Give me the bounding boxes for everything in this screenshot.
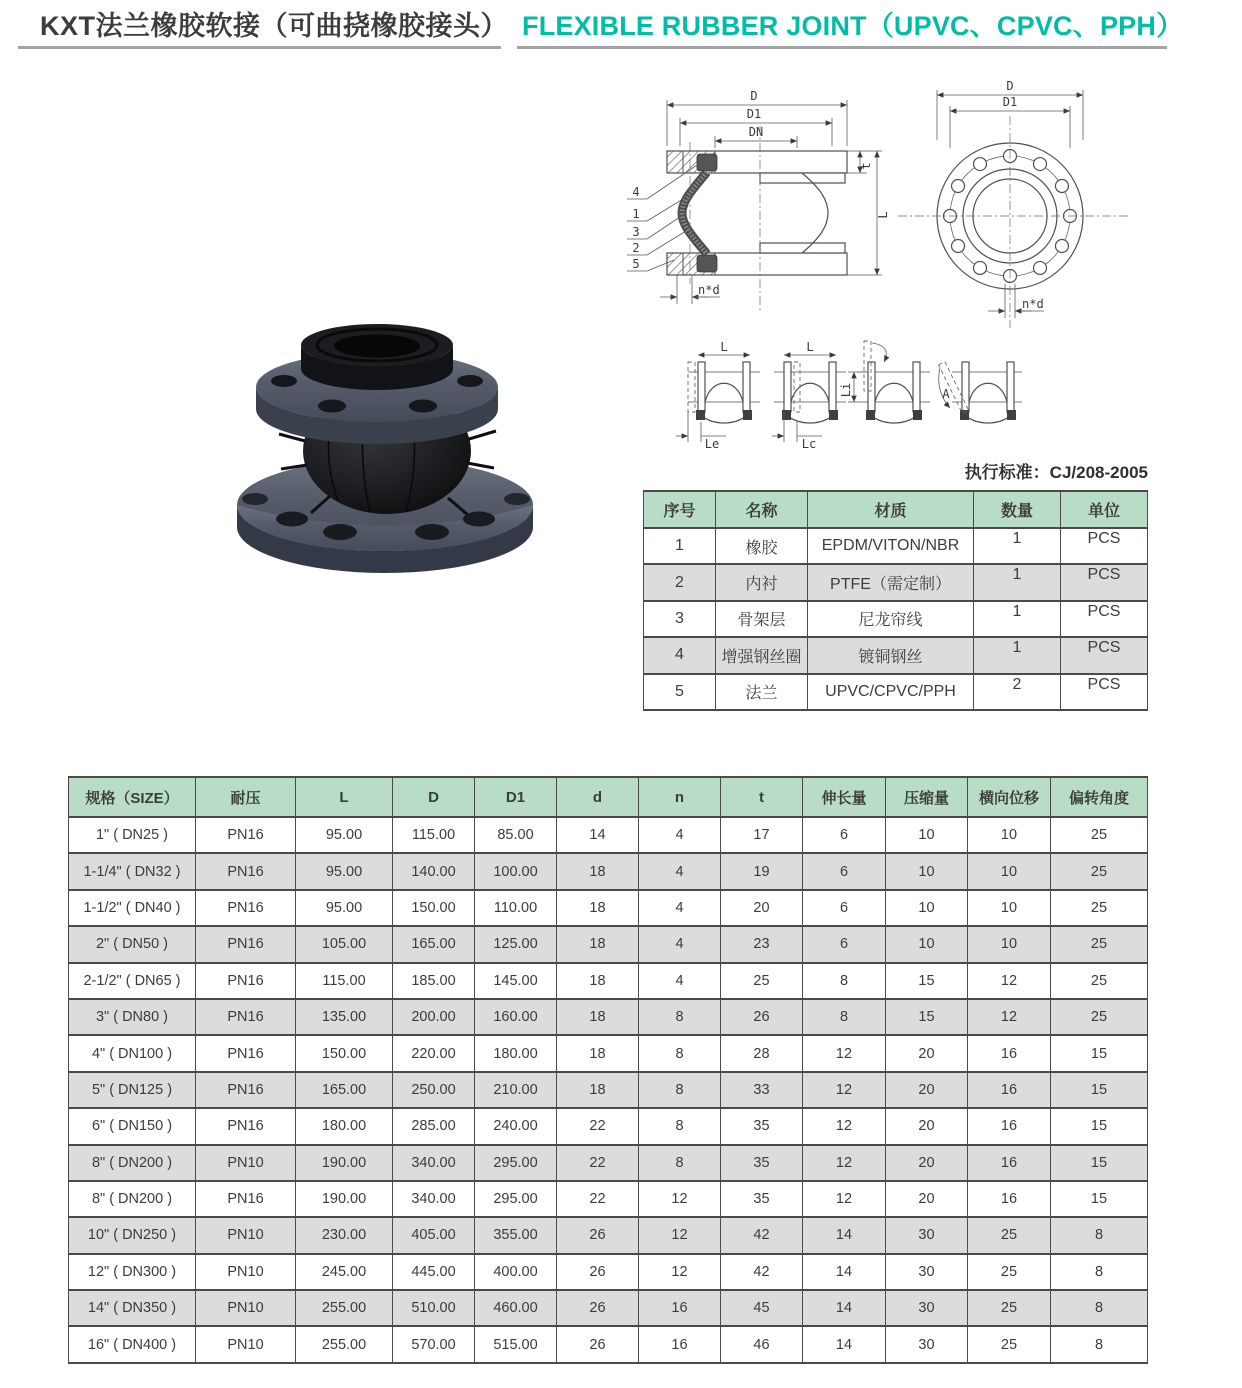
table-row xyxy=(69,853,1148,889)
table-cell: 150.00 xyxy=(393,890,475,926)
column-header: 压缩量 xyxy=(886,777,968,817)
table-cell: 12 xyxy=(803,1072,886,1108)
table-cell: 28 xyxy=(721,1035,803,1071)
table-cell: 内衬 xyxy=(716,564,808,600)
table-row xyxy=(69,1254,1148,1290)
size-table xyxy=(68,776,1148,1364)
table-cell: 2 xyxy=(974,674,1061,710)
table-cell: 165.00 xyxy=(296,1072,393,1108)
table-cell: 8 xyxy=(1051,1326,1148,1362)
table-cell: 340.00 xyxy=(393,1145,475,1181)
table-cell: 30 xyxy=(886,1290,968,1326)
dim-label-L2: L xyxy=(806,340,814,354)
table-row xyxy=(69,1181,1148,1217)
table-cell: PN10 xyxy=(196,1254,296,1290)
column-header: 材质 xyxy=(808,491,974,528)
table-cell: PTFE（需定制） xyxy=(808,564,974,600)
table-cell: 4 xyxy=(639,817,721,853)
table-cell: 3 xyxy=(644,601,716,637)
table-cell: 22 xyxy=(557,1145,639,1181)
table-cell: 8 xyxy=(1051,1254,1148,1290)
table-cell: 190.00 xyxy=(296,1145,393,1181)
table-cell: 460.00 xyxy=(475,1290,557,1326)
table-cell: 16 xyxy=(968,1108,1051,1144)
table-row xyxy=(69,1072,1148,1108)
table-cell: 22 xyxy=(557,1108,639,1144)
table-cell: 骨架层 xyxy=(716,601,808,637)
column-header: t xyxy=(721,777,803,817)
table-cell: 3" ( DN80 ) xyxy=(69,999,196,1035)
table-cell: 12 xyxy=(803,1108,886,1144)
table-cell: 8 xyxy=(803,999,886,1035)
table-cell: 255.00 xyxy=(296,1326,393,1362)
table-cell: 1 xyxy=(974,528,1061,564)
table-cell: 295.00 xyxy=(475,1181,557,1217)
table-cell: PCS xyxy=(1061,637,1148,673)
table-cell: 12 xyxy=(968,999,1051,1035)
table-cell: 355.00 xyxy=(475,1217,557,1253)
table-cell: 8 xyxy=(639,1035,721,1071)
table-cell: PN10 xyxy=(196,1326,296,1362)
table-cell: 33 xyxy=(721,1072,803,1108)
table-cell: 12 xyxy=(639,1181,721,1217)
table-row xyxy=(644,601,1148,637)
table-cell: 10 xyxy=(968,890,1051,926)
table-cell: 8 xyxy=(639,999,721,1035)
column-header: 数量 xyxy=(974,491,1061,528)
table-cell: 4 xyxy=(639,853,721,889)
table-cell: 145.00 xyxy=(475,963,557,999)
title-english: FLEXIBLE RUBBER JOINT（UPVC、CPVC、PPH） xyxy=(522,11,1184,41)
table-cell: 46 xyxy=(721,1326,803,1362)
table-row xyxy=(69,1326,1148,1362)
table-cell: 2-1/2" ( DN65 ) xyxy=(69,963,196,999)
table-cell: PN16 xyxy=(196,999,296,1035)
table-cell: 6 xyxy=(803,890,886,926)
column-header: D xyxy=(393,777,475,817)
table-cell: 510.00 xyxy=(393,1290,475,1326)
table-row xyxy=(69,999,1148,1035)
dim-label-nd-section: n*d xyxy=(698,283,720,297)
table-cell: 25 xyxy=(1051,963,1148,999)
table-row xyxy=(69,817,1148,853)
callout-2: 2 xyxy=(632,241,640,255)
table-cell: 25 xyxy=(1051,853,1148,889)
column-header: D1 xyxy=(475,777,557,817)
parts-table xyxy=(643,490,1148,711)
standard-note: 执行标准：CJ/208-2005 xyxy=(964,463,1148,482)
table-cell: 400.00 xyxy=(475,1254,557,1290)
table-cell: 115.00 xyxy=(393,817,475,853)
table-cell: 240.00 xyxy=(475,1108,557,1144)
installation-diagrams xyxy=(672,328,1022,460)
table-cell: 445.00 xyxy=(393,1254,475,1290)
table-cell: 尼龙帘线 xyxy=(808,601,974,637)
table-cell: 26 xyxy=(557,1290,639,1326)
diagram-elongation xyxy=(676,340,760,451)
table-cell: PN16 xyxy=(196,1181,296,1217)
dim-label-nd-front: n*d xyxy=(1022,297,1044,311)
table-row xyxy=(644,564,1148,600)
table-cell: 135.00 xyxy=(296,999,393,1035)
table-cell: 185.00 xyxy=(393,963,475,999)
table-cell: 42 xyxy=(721,1217,803,1253)
table-cell: 25 xyxy=(1051,890,1148,926)
column-header: 偏转角度 xyxy=(1051,777,1148,817)
table-cell: 10 xyxy=(886,853,968,889)
table-cell: 16 xyxy=(968,1181,1051,1217)
table-cell: 15 xyxy=(1051,1072,1148,1108)
table-cell: 16 xyxy=(639,1326,721,1362)
table-cell: 14 xyxy=(557,817,639,853)
dim-label-DN: DN xyxy=(748,125,764,139)
table-cell: 23 xyxy=(721,926,803,962)
table-cell: 25 xyxy=(1051,817,1148,853)
diagram-lateral xyxy=(839,341,930,423)
title-chinese: KXT法兰橡胶软接（可曲挠橡胶接头） xyxy=(40,11,508,41)
dim-label-D-front: D xyxy=(1006,79,1014,93)
table-cell: 1 xyxy=(974,564,1061,600)
table-cell: 6 xyxy=(803,817,886,853)
table-cell: 25 xyxy=(1051,926,1148,962)
table-cell: 5 xyxy=(644,674,716,710)
table-cell: 85.00 xyxy=(475,817,557,853)
table-cell: 18 xyxy=(557,890,639,926)
table-cell: 20 xyxy=(886,1145,968,1181)
table-cell: 14 xyxy=(803,1254,886,1290)
table-cell: 12 xyxy=(639,1254,721,1290)
table-cell: 30 xyxy=(886,1326,968,1362)
table-cell: 26 xyxy=(557,1326,639,1362)
table-cell: PN16 xyxy=(196,1072,296,1108)
table-row xyxy=(69,1108,1148,1144)
table-cell: 16 xyxy=(968,1035,1051,1071)
column-header: d xyxy=(557,777,639,817)
table-cell: PN16 xyxy=(196,926,296,962)
table-cell: 20 xyxy=(886,1108,968,1144)
table-cell: 10" ( DN250 ) xyxy=(69,1217,196,1253)
table-cell: 12" ( DN300 ) xyxy=(69,1254,196,1290)
table-cell: 18 xyxy=(557,999,639,1035)
dim-label-A: A xyxy=(942,387,950,401)
cross-section-view xyxy=(627,89,890,313)
table-cell: 14" ( DN350 ) xyxy=(69,1290,196,1326)
table-row xyxy=(69,1217,1148,1253)
table-cell: 1 xyxy=(974,601,1061,637)
table-cell: 15 xyxy=(886,963,968,999)
table-cell: 230.00 xyxy=(296,1217,393,1253)
table-cell: PCS xyxy=(1061,601,1148,637)
table-cell: 570.00 xyxy=(393,1326,475,1362)
table-cell: 橡胶 xyxy=(716,528,808,564)
table-cell: 140.00 xyxy=(393,853,475,889)
table-cell: 12 xyxy=(968,963,1051,999)
table-cell: 18 xyxy=(557,1072,639,1108)
diagram-angular xyxy=(939,362,1022,423)
table-cell: 15 xyxy=(1051,1035,1148,1071)
callout-1: 1 xyxy=(632,207,640,221)
table-cell: 14 xyxy=(803,1217,886,1253)
table-cell: PCS xyxy=(1061,674,1148,710)
engineering-drawing xyxy=(620,68,1242,332)
table-cell: 8" ( DN200 ) xyxy=(69,1181,196,1217)
table-cell: 295.00 xyxy=(475,1145,557,1181)
table-row xyxy=(644,637,1148,673)
parts-table-header-row xyxy=(644,491,1148,528)
table-cell: 8 xyxy=(1051,1217,1148,1253)
dim-label-Lc: Lc xyxy=(801,437,817,451)
table-cell: 15 xyxy=(1051,1181,1148,1217)
table-cell: 16 xyxy=(639,1290,721,1326)
table-row xyxy=(69,890,1148,926)
table-cell: 12 xyxy=(639,1217,721,1253)
table-cell: 20 xyxy=(886,1035,968,1071)
column-header: L xyxy=(296,777,393,817)
table-row xyxy=(69,926,1148,962)
table-cell: 25 xyxy=(968,1326,1051,1362)
dim-label-Le: Le xyxy=(704,437,720,451)
table-cell: 5" ( DN125 ) xyxy=(69,1072,196,1108)
column-header: n xyxy=(639,777,721,817)
column-header: 名称 xyxy=(716,491,808,528)
table-cell: 25 xyxy=(968,1217,1051,1253)
table-cell: 95.00 xyxy=(296,853,393,889)
table-cell: 1" ( DN25 ) xyxy=(69,817,196,853)
table-cell: 160.00 xyxy=(475,999,557,1035)
table-cell: 16 xyxy=(968,1072,1051,1108)
table-cell: 220.00 xyxy=(393,1035,475,1071)
table-cell: 125.00 xyxy=(475,926,557,962)
column-header: 耐压 xyxy=(196,777,296,817)
table-cell: 18 xyxy=(557,1035,639,1071)
table-cell: 105.00 xyxy=(296,926,393,962)
diagram-compression xyxy=(772,340,846,451)
table-cell: 20 xyxy=(721,890,803,926)
dim-label-D: D xyxy=(750,89,758,103)
table-cell: 8 xyxy=(639,1072,721,1108)
table-cell: PN16 xyxy=(196,1035,296,1071)
column-header: 单位 xyxy=(1061,491,1148,528)
column-header: 序号 xyxy=(644,491,716,528)
table-cell: PN16 xyxy=(196,853,296,889)
column-header: 伸长量 xyxy=(803,777,886,817)
table-cell: 22 xyxy=(557,1181,639,1217)
table-cell: UPVC/CPVC/PPH xyxy=(808,674,974,710)
table-cell: 18 xyxy=(557,963,639,999)
table-cell: 4 xyxy=(639,926,721,962)
table-cell: 4 xyxy=(639,890,721,926)
table-cell: 285.00 xyxy=(393,1108,475,1144)
table-cell: 165.00 xyxy=(393,926,475,962)
table-cell: 25 xyxy=(968,1290,1051,1326)
page-title xyxy=(40,4,1183,43)
table-cell: 16" ( DN400 ) xyxy=(69,1326,196,1362)
table-cell: 1-1/4" ( DN32 ) xyxy=(69,853,196,889)
size-table-header-row xyxy=(69,777,1148,817)
table-cell: 12 xyxy=(803,1181,886,1217)
table-cell: 25 xyxy=(1051,999,1148,1035)
table-cell: 6 xyxy=(803,926,886,962)
table-cell: 14 xyxy=(803,1326,886,1362)
table-cell: 95.00 xyxy=(296,890,393,926)
dim-label-L: L xyxy=(876,211,890,219)
callout-4: 4 xyxy=(632,185,640,199)
table-cell: 200.00 xyxy=(393,999,475,1035)
table-cell: 45 xyxy=(721,1290,803,1326)
table-cell: 255.00 xyxy=(296,1290,393,1326)
table-cell: 1 xyxy=(644,528,716,564)
table-cell: 1-1/2" ( DN40 ) xyxy=(69,890,196,926)
table-cell: 25 xyxy=(968,1254,1051,1290)
table-cell: 2 xyxy=(644,564,716,600)
table-cell: 8 xyxy=(1051,1290,1148,1326)
table-cell: 35 xyxy=(721,1181,803,1217)
table-cell: 405.00 xyxy=(393,1217,475,1253)
table-cell: 250.00 xyxy=(393,1072,475,1108)
table-cell: 增强钢丝圈 xyxy=(716,637,808,673)
table-cell: 10 xyxy=(886,926,968,962)
table-cell: 15 xyxy=(1051,1145,1148,1181)
table-cell: PN10 xyxy=(196,1217,296,1253)
table-cell: 6 xyxy=(803,853,886,889)
table-cell: 镀铜钢丝 xyxy=(808,637,974,673)
table-cell: 210.00 xyxy=(475,1072,557,1108)
table-cell: 10 xyxy=(886,817,968,853)
dim-label-D1: D1 xyxy=(746,107,762,121)
table-cell: 4" ( DN100 ) xyxy=(69,1035,196,1071)
table-row xyxy=(644,528,1148,564)
table-row xyxy=(69,963,1148,999)
table-cell: 26 xyxy=(557,1254,639,1290)
table-cell: 15 xyxy=(886,999,968,1035)
table-cell: PCS xyxy=(1061,528,1148,564)
table-row xyxy=(644,674,1148,710)
table-cell: 515.00 xyxy=(475,1326,557,1362)
table-cell: 15 xyxy=(1051,1108,1148,1144)
table-row xyxy=(69,1290,1148,1326)
dim-label-D1-front: D1 xyxy=(1002,95,1018,109)
table-cell: 30 xyxy=(886,1254,968,1290)
table-cell: 30 xyxy=(886,1217,968,1253)
table-cell: 8 xyxy=(803,963,886,999)
table-cell: 6" ( DN150 ) xyxy=(69,1108,196,1144)
table-cell: PN16 xyxy=(196,890,296,926)
table-row xyxy=(69,1035,1148,1071)
table-cell: 35 xyxy=(721,1108,803,1144)
table-cell: 245.00 xyxy=(296,1254,393,1290)
table-cell: PN16 xyxy=(196,963,296,999)
table-cell: PN16 xyxy=(196,1108,296,1144)
table-cell: 20 xyxy=(886,1181,968,1217)
table-cell: PCS xyxy=(1061,564,1148,600)
table-cell: 190.00 xyxy=(296,1181,393,1217)
callout-5: 5 xyxy=(632,257,640,271)
rubber-joint-photo xyxy=(180,293,610,585)
table-cell: 17 xyxy=(721,817,803,853)
table-cell: 8" ( DN200 ) xyxy=(69,1145,196,1181)
table-cell: 8 xyxy=(639,1108,721,1144)
table-cell: 20 xyxy=(886,1072,968,1108)
table-cell: 340.00 xyxy=(393,1181,475,1217)
callout-3: 3 xyxy=(632,225,640,239)
title-underline-right xyxy=(517,46,1167,49)
table-cell: 2" ( DN50 ) xyxy=(69,926,196,962)
table-cell: 8 xyxy=(639,1145,721,1181)
table-cell: PN10 xyxy=(196,1145,296,1181)
table-cell: PN10 xyxy=(196,1290,296,1326)
table-cell: 10 xyxy=(968,817,1051,853)
table-cell: 180.00 xyxy=(296,1108,393,1144)
flange-front-view xyxy=(898,79,1128,328)
column-header: 横向位移 xyxy=(968,777,1051,817)
table-cell: 110.00 xyxy=(475,890,557,926)
table-cell: 10 xyxy=(886,890,968,926)
table-cell: 12 xyxy=(803,1145,886,1181)
title-underline-left xyxy=(18,46,501,49)
table-cell: 法兰 xyxy=(716,674,808,710)
table-cell: 150.00 xyxy=(296,1035,393,1071)
table-cell: 1 xyxy=(974,637,1061,673)
table-cell: PN16 xyxy=(196,817,296,853)
movement-diagrams xyxy=(672,328,1022,460)
table-cell: 42 xyxy=(721,1254,803,1290)
table-cell: 18 xyxy=(557,926,639,962)
table-cell: 12 xyxy=(803,1035,886,1071)
table-row xyxy=(69,1145,1148,1181)
table-cell: 100.00 xyxy=(475,853,557,889)
dim-label-t: t xyxy=(859,162,873,170)
table-cell: 25 xyxy=(721,963,803,999)
table-cell: 4 xyxy=(644,637,716,673)
table-cell: 26 xyxy=(721,999,803,1035)
dim-label-Li: Li xyxy=(839,382,853,398)
table-cell: 18 xyxy=(557,853,639,889)
table-cell: 35 xyxy=(721,1145,803,1181)
table-cell: 19 xyxy=(721,853,803,889)
table-cell: 115.00 xyxy=(296,963,393,999)
table-cell: 10 xyxy=(968,926,1051,962)
technical-drawing xyxy=(620,68,1242,332)
table-cell: EPDM/VITON/NBR xyxy=(808,528,974,564)
table-cell: 4 xyxy=(639,963,721,999)
table-cell: 14 xyxy=(803,1290,886,1326)
dim-label-L1: L xyxy=(720,340,728,354)
table-cell: 180.00 xyxy=(475,1035,557,1071)
column-header: 规格（SIZE） xyxy=(69,777,196,817)
product-photo xyxy=(180,293,610,585)
table-cell: 10 xyxy=(968,853,1051,889)
table-cell: 95.00 xyxy=(296,817,393,853)
table-cell: 26 xyxy=(557,1217,639,1253)
table-cell: 16 xyxy=(968,1145,1051,1181)
